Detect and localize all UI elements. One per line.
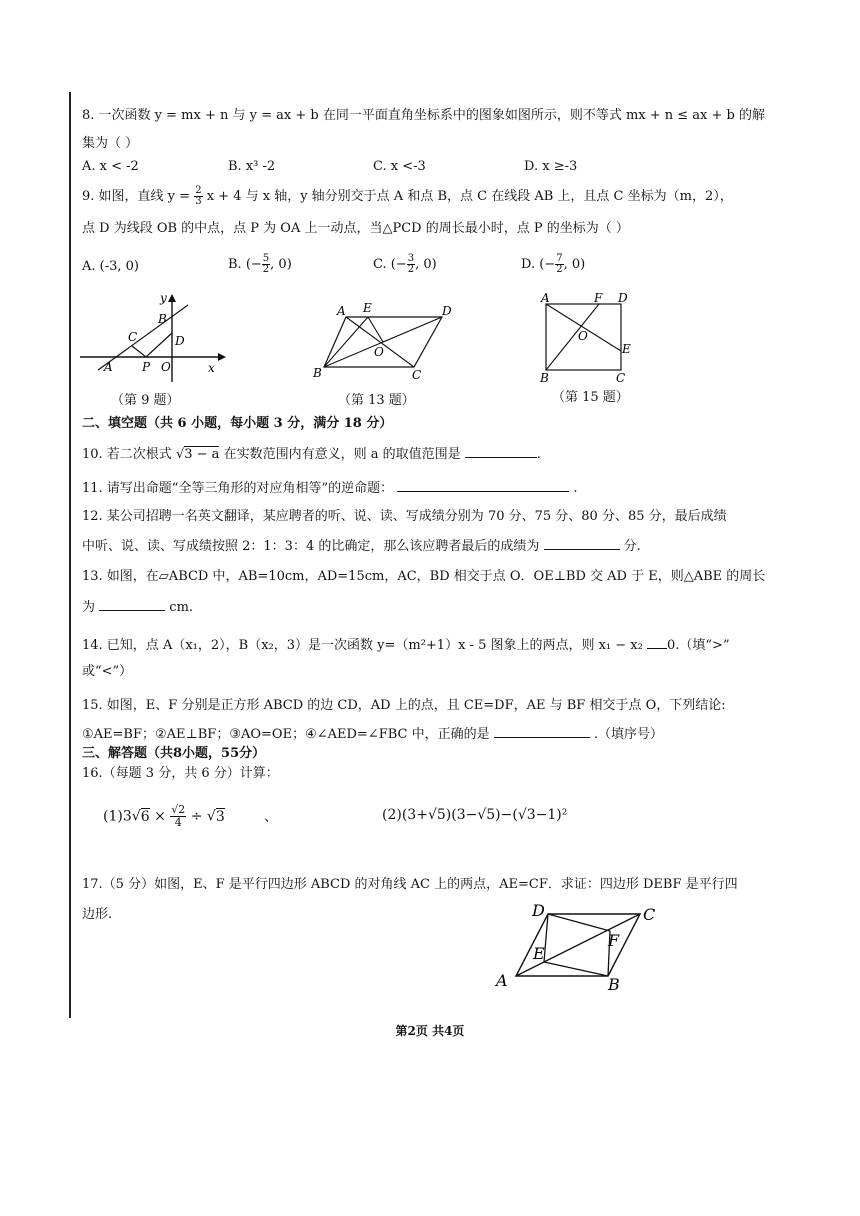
fig13-label-o: O	[374, 345, 384, 359]
q13-line2-pre: 为	[82, 600, 96, 615]
q14-line1-end: 0.（填“>”	[667, 638, 730, 653]
q9-frac-den: 3	[195, 196, 202, 207]
q16-p2-label: (2)	[382, 807, 402, 823]
q13-line2	[82, 598, 193, 617]
q16-p1-coef: 3	[122, 808, 132, 825]
q15-answer-blank	[494, 725, 590, 738]
figure-q9	[78, 290, 228, 389]
q13-line2-post: cm.	[169, 600, 194, 615]
q14-line2: 或“<”）	[82, 664, 133, 679]
fig15-label-f: F	[594, 291, 603, 305]
q11	[82, 479, 578, 498]
q9-post: x + 4 与 x 轴，y 轴分别交于点 A 和点 B，点 C 在线段 AB 上，且点 C 坐标为（m，2），	[206, 189, 733, 204]
q9-option-c	[373, 254, 437, 275]
q10-radical: √3 − a	[175, 447, 220, 462]
q17-line2: 边形.	[82, 907, 113, 922]
q12-end: 分.	[623, 539, 641, 554]
fig9-label-x: x	[208, 361, 215, 375]
fig9-label-c: C	[128, 330, 138, 344]
q8-option-b: B. x³ -2	[228, 159, 276, 174]
fig17-label-e: E	[533, 944, 545, 963]
q9-option-a: A. (-3, 0)	[82, 259, 139, 274]
figure-q9-svg	[78, 290, 228, 385]
q16-p1-den: 4	[174, 816, 182, 829]
q14-line1	[82, 636, 730, 655]
fig15-label-d: D	[618, 291, 628, 305]
fig15-label-b: B	[540, 371, 549, 385]
q17-line1: 17.（5 分）如图，E、F 是平行四边形 ABCD 的对角线 AC 上的两点，AE=CF．求证：四边形 DEBF 是平行四	[82, 877, 738, 892]
fig15-label-e: E	[622, 342, 631, 356]
q16-part1: (1)3√6 × $\frac{√2}{4}$ ÷ √3	[103, 803, 225, 829]
fig9-label-y: y	[160, 291, 167, 305]
q11-text: 11. 请写出命题“全等三角形的对应角相等”的逆命题：	[82, 481, 394, 496]
fig9-label-a: A	[104, 360, 113, 374]
q9-option-c-post: , 0)	[415, 257, 437, 272]
q10-post: 在实数范围内有意义，则 a 的取值范围是	[223, 447, 461, 462]
fig13-label-a: A	[337, 304, 346, 318]
fig13-label-d: D	[442, 304, 452, 318]
q9-option-d-den: 2	[556, 264, 563, 275]
fig17-label-f: F	[608, 931, 620, 950]
q16-p1-radicand1: 6	[140, 808, 150, 825]
figure-q15	[536, 290, 636, 390]
figure-q13-caption: （第 13 题）	[338, 393, 415, 408]
left-margin-line	[69, 92, 71, 1018]
q8-option-d: D. x ≥-3	[524, 159, 578, 174]
figure-q13-svg	[310, 295, 450, 385]
q8-option-c: C. x <-3	[373, 159, 426, 174]
q9-line1	[82, 186, 733, 207]
figure-q15-caption: （第 15 题）	[552, 390, 629, 405]
q10-answer-blank	[465, 445, 537, 458]
q12-line2-text: 中听、说、读、写成绩按照 2：1：3：4 的比确定，那么该应聘者最后的成绩为	[82, 539, 540, 554]
fig17-label-a: A	[496, 971, 508, 990]
q14-answer-blank	[647, 636, 667, 649]
fig9-label-o: O	[161, 360, 171, 374]
q9-option-d-frac	[555, 254, 563, 275]
q16-p1-label: (1)	[103, 808, 123, 825]
q9-option-b-num: 5	[262, 253, 270, 264]
q13-line1: 13. 如图，在▱ABCD 中，AB=10cm，AD=15cm，AC，BD 相交于点 O．OE⊥BD 交 AD 于 E，则△ABE 的周长	[82, 569, 766, 584]
q9-option-b-pre: B. (−	[228, 257, 262, 272]
figure-q15-svg	[536, 290, 636, 386]
q10	[82, 445, 541, 464]
q10-pre: 10. 若二次根式	[82, 447, 172, 462]
q9-option-c-num: 3	[407, 253, 415, 264]
q9-option-c-den: 2	[407, 264, 415, 275]
q16-part2	[382, 806, 567, 824]
q15-line2	[82, 725, 663, 744]
q14-line1-text: 14. 已知，点 A（x₁，2），B（x₂，3）是一次函数 y=（m²+1）x - 5 图象上的两点，则 x₁ − x₂	[82, 638, 643, 653]
q15-line2-end: .（填序号）	[593, 727, 664, 742]
q13-answer-blank	[99, 598, 165, 611]
q10-radicand: 3 − a	[184, 447, 220, 462]
q9-option-b-post: , 0)	[270, 257, 292, 272]
fig9-label-d: D	[175, 334, 185, 348]
q12-answer-blank	[544, 537, 620, 550]
q16-heading: 16.（每题 3 分，共 6 分）计算：	[82, 766, 279, 781]
q9-option-d-num: 7	[556, 253, 563, 264]
q8-line1: 8. 一次函数 y = mx + n 与 y = ax + b 在同一平面直角坐标系中的图象如图所示，则不等式 mx + n ≤ ax + b 的解	[82, 108, 765, 123]
q9-option-c-pre: C. (−	[373, 257, 407, 272]
q9-pre: 9. 如图，直线 y =	[82, 189, 191, 204]
q9-fraction	[194, 186, 202, 207]
q8-line2: 集为（ ）	[82, 136, 139, 151]
q16-p2-expression: (3+√5)(3−√5)−(√3−1)²	[401, 807, 568, 823]
q9-option-d-post: , 0)	[563, 257, 586, 272]
figure-q17-svg	[492, 898, 672, 994]
fig9-label-p: P	[142, 360, 151, 374]
fig17-label-b: B	[608, 975, 620, 994]
section-2-heading: 二、填空题（共 6 小题，每小题 3 分，满分 18 分）	[82, 416, 393, 431]
fig13-label-e: E	[363, 301, 372, 315]
figure-q13	[310, 295, 450, 389]
q8-option-a: A. x < -2	[82, 159, 139, 174]
fig17-label-d: D	[532, 901, 545, 920]
fig13-label-c: C	[412, 368, 422, 382]
q9-option-d	[521, 254, 585, 275]
q16-p1-num: √2	[171, 803, 186, 816]
page-footer: 第2页 共4页	[395, 1024, 465, 1038]
q9-option-d-pre: D. (−	[521, 257, 556, 272]
q9-frac-num: 2	[195, 185, 202, 196]
fig17-label-c: C	[643, 905, 656, 924]
q9-option-b-den: 2	[262, 264, 270, 275]
q15-line1: 15. 如图，E、F 分别是正方形 ABCD 的边 CD，AD 上的点，且 CE=DF，AE 与 BF 相交于点 O，下列结论:	[82, 698, 726, 713]
stray-mark: 、	[264, 809, 278, 825]
fig15-label-o: O	[578, 329, 588, 343]
fig9-label-b: B	[158, 312, 167, 326]
q11-answer-blank	[397, 479, 569, 492]
q16-p1-times: ×	[154, 808, 166, 825]
fig15-label-a: A	[541, 291, 550, 305]
fig15-label-c: C	[616, 371, 626, 385]
q9-option-b-frac	[262, 254, 270, 275]
q10-end: .	[536, 447, 541, 462]
q12-line1: 12. 某公司招聘一名英文翻译，某应聘者的听、说、读、写成绩分别为 70 分、75 分、80 分、85 分，最后成绩	[82, 509, 727, 524]
q16-p1-divide: ÷	[190, 808, 203, 825]
q9-option-b	[228, 254, 292, 275]
q9-line2: 点 D 为线段 OB 的中点，点 P 为 OA 上一动点，当△PCD 的周长最小时，点 P 的坐标为（ ）	[82, 221, 629, 236]
fig13-label-b: B	[313, 366, 322, 380]
q15-line2-text: ①AE=BF；②AE⊥BF；③AO=OE；④∠AED=∠FBC 中，正确的是	[82, 727, 490, 742]
q16-p1-fraction	[170, 804, 186, 829]
q11-end: .	[573, 481, 578, 496]
figure-q17	[492, 898, 672, 998]
q16-p1-radicand2: 3	[215, 808, 225, 825]
q9-option-c-frac	[407, 254, 415, 275]
figure-q9-caption: （第 9 题）	[111, 393, 180, 408]
section-3-heading: 三、解答题（共8小题，55分）	[82, 746, 266, 761]
q12-line2	[82, 537, 641, 556]
